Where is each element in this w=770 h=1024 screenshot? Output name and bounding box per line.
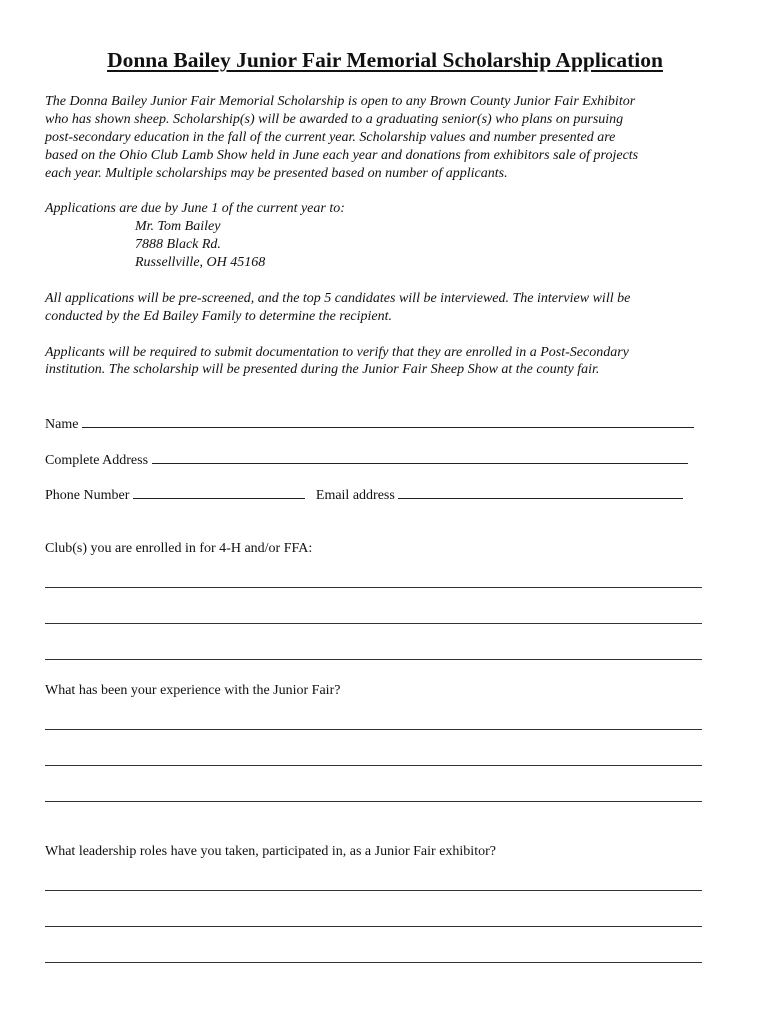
address-label: Complete Address xyxy=(45,453,149,468)
documentation-line-2: institution. The scholarship will be presented during the Junior Fair Sheep Show at the county fair. xyxy=(45,362,600,377)
due-date-text: Applications are due by June 1 of the current year to: xyxy=(45,201,345,216)
clubs-answer-line-1[interactable] xyxy=(45,587,702,588)
email-blank[interactable] xyxy=(398,485,683,499)
documentation-line-1: Applicants will be required to submit documentation to verify that they are enrolled in a Post-Secondary xyxy=(45,345,629,360)
name-blank[interactable] xyxy=(82,414,694,428)
intro-line-1: The Donna Bailey Junior Fair Memorial Scholarship is open to any Brown County Junior Fair Exhibitor xyxy=(45,94,636,109)
screening-line-2: conducted by the Ed Bailey Family to determine the recipient. xyxy=(45,309,393,324)
phone-email-row xyxy=(45,485,683,505)
experience-answer-line-1[interactable] xyxy=(45,729,702,730)
intro-line-2: who has shown sheep. Scholarship(s) will be awarded to a graduating senior(s) who plans on pursuing xyxy=(45,112,624,127)
email-label: Email address xyxy=(315,488,395,503)
address-city: Russellville, OH 45168 xyxy=(135,255,266,270)
leadership-question: What leadership roles have you taken, participated in, as a Junior Fair exhibitor? xyxy=(45,844,496,859)
leadership-answer-line-3[interactable] xyxy=(45,962,702,963)
phone-blank[interactable] xyxy=(133,485,305,499)
name-label: Name xyxy=(45,417,79,432)
phone-label: Phone Number xyxy=(45,488,130,503)
address-blank[interactable] xyxy=(152,450,688,464)
address-street: 7888 Black Rd. xyxy=(135,237,221,252)
experience-answer-line-2[interactable] xyxy=(45,765,702,766)
screening-line-1: All applications will be pre-screened, and the top 5 candidates will be interviewed. The interview will be xyxy=(45,291,631,306)
experience-question: What has been your experience with the Junior Fair? xyxy=(45,683,341,698)
intro-line-5: each year. Multiple scholarships may be presented based on number of applicants. xyxy=(45,166,508,181)
name-field xyxy=(45,414,694,434)
intro-line-3: post-secondary education in the fall of the current year. Scholarship values and number presented are xyxy=(45,130,616,145)
form-title: Donna Bailey Junior Fair Memorial Scholarship Application xyxy=(107,48,663,72)
clubs-answer-line-3[interactable] xyxy=(45,659,702,660)
experience-answer-line-3[interactable] xyxy=(45,801,702,802)
clubs-question: Club(s) you are enrolled in for 4-H and/or FFA: xyxy=(45,541,313,556)
leadership-answer-line-2[interactable] xyxy=(45,926,702,927)
address-name: Mr. Tom Bailey xyxy=(135,219,221,234)
intro-line-4: based on the Ohio Club Lamb Show held in June each year and donations from exhibitors sale of projects xyxy=(45,148,639,163)
clubs-answer-line-2[interactable] xyxy=(45,623,702,624)
address-field xyxy=(45,450,688,470)
leadership-answer-line-1[interactable] xyxy=(45,890,702,891)
